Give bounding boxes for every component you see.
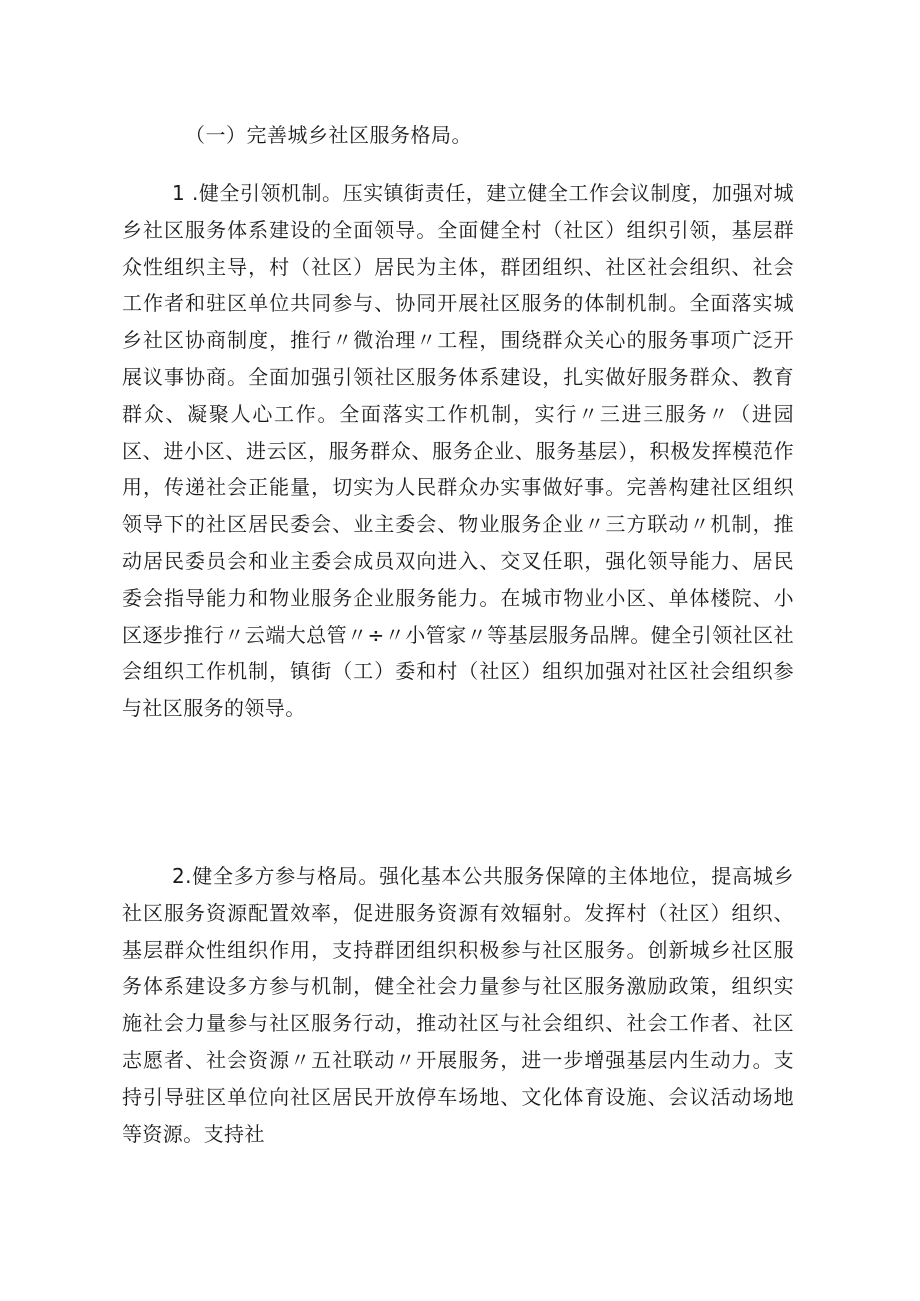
paragraph-guidance-mechanism: 1 .健全引领机制。压实镇街责任，建立健全工作会议制度，加强对城乡社区服务体系建设的全面领导。全面健全村（社区）组织引领，基层群众性组织主导，村（社区）居民为主体，群团组织、社区社会组织、社会工作者和驻区单位共同参与、协同开展社区服务的体制机制。全面落实城乡社区协商制度，推行〃微治理〃工程，围绕群众关心的服务事项广泛开展议事协商。全面加强引领社区服务体系建设，扎实做好服务群众、教育群众、凝聚人心工作。全面落实工作机制，实行〃三进三服务〃（进园区、进小区、进云区，服务群众、服务企业、服务基层），积极发挥模范作用，传递社会正能量，切实为人民群众办实事做好事。完善构建社区组织领导下的社区居民委会、业主委会、物业服务企业〃三方联动〃机制，推动居民委员会和业主委会成员双向进入、交叉任职，强化领导能力、居民委会指导能力和物业服务企业服务能力。在城市物业小区、单体楼院、小区逐步推行〃云端大总管〃÷〃小管家〃等基层服务品牌。健全引领社区社会组织工作机制，镇街（工）委和村（社区）组织加强对社区社会组织参与社区服务的领导。 — [122, 181, 794, 721]
paragraph-multi-party-participation: 2.健全多方参与格局。强化基本公共服务保障的主体地位，提高城乡社区服务资源配置效率，促进服务资源有效辐射。发挥村（社区）组织、基层群众性组织作用，支持群团组织积极参与社区服务。创新城乡社区服务体系建设多方参与机制，健全社会力量参与社区服务激励政策，组织实施社会力量参与社区服务行动，推动社区与社会组织、社会工作者、社区志愿者、社会资源〃五社联动〃开展服务，进一步增强基层内生动力。支持引导驻区单位向社区居民开放停车场地、文化体育设施、会议活动场地等资源。支持社 — [122, 864, 794, 1146]
section-heading: （一）完善城乡社区服务格局。 — [185, 123, 472, 147]
